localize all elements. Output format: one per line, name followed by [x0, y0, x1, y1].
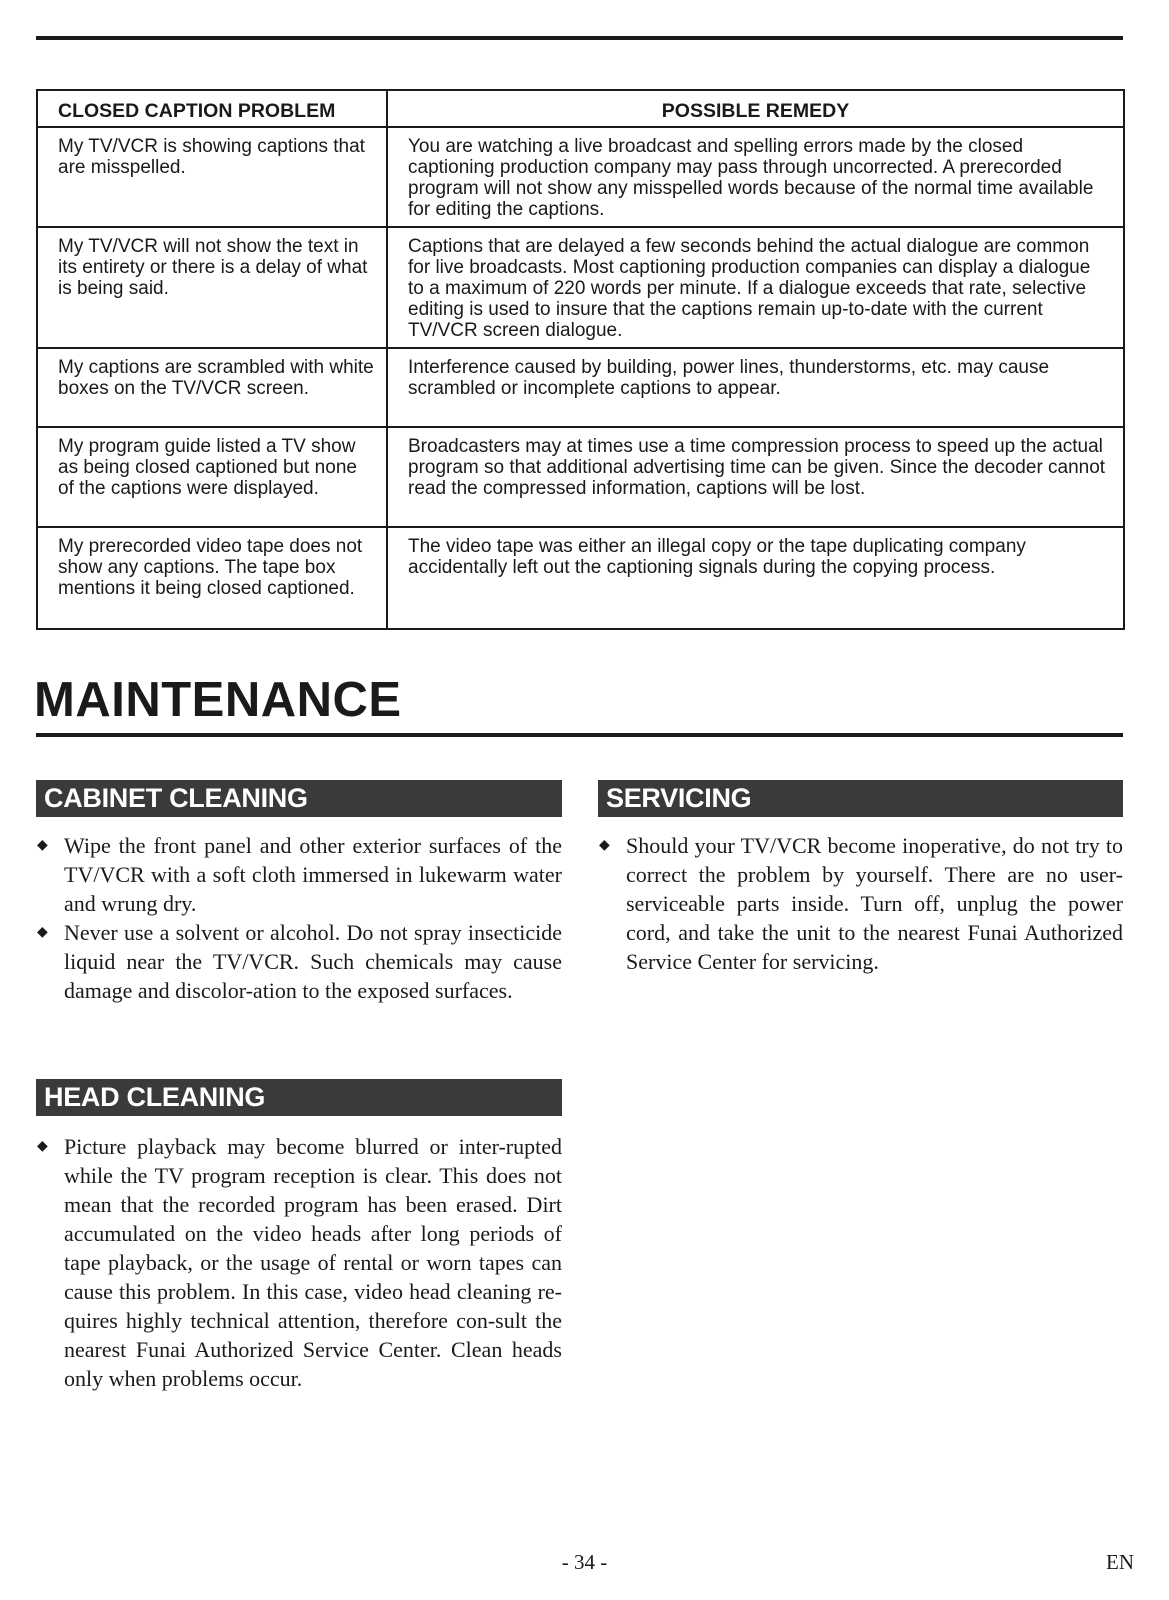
- remedy-cell: Interference caused by building, power lines, thunderstorms, etc. may cause scrambled or incomplete captions to appear.: [387, 348, 1124, 427]
- head-cleaning-heading: HEAD CLEANING: [36, 1079, 562, 1116]
- diamond-bullet-icon: ◆: [37, 1139, 48, 1154]
- maintenance-title: MAINTENANCE: [34, 673, 402, 727]
- header-remedy: POSSIBLE REMEDY: [387, 90, 1124, 127]
- servicing-heading: SERVICING: [598, 780, 1123, 817]
- header-problem: CLOSED CAPTION PROBLEM: [37, 90, 387, 127]
- table-header-row: [37, 90, 1124, 127]
- diamond-bullet-icon: ◆: [37, 838, 48, 853]
- diamond-bullet-icon: ◆: [599, 838, 610, 853]
- page-number: - 34 -: [561, 1550, 608, 1574]
- head-cleaning-list: [36, 1132, 562, 1393]
- remedy-cell: Captions that are delayed a few seconds behind the actual dialogue are common for live broadcasts. Most captioning production companies can display a dialogue to a maximum of 220 words per minute. If a dialogue exceeds that rate, selective editing is used to insure that the captions remain up-to-date with the current TV/VCR screen dialogue.: [387, 227, 1124, 348]
- table-row: [37, 227, 1124, 348]
- list-item: [36, 831, 562, 918]
- problem-cell: My TV/VCR will not show the text in its entirety or there is a delay of what is being said.: [37, 227, 387, 348]
- list-item-text: Never use a solvent or alcohol. Do not spray insecticide liquid near the TV/VCR. Such chemicals may cause damage and discolor-ation to the exposed surfaces.: [64, 920, 562, 1003]
- closed-caption-table: [36, 89, 1125, 630]
- table-row: [37, 348, 1124, 427]
- table-row: [37, 127, 1124, 227]
- list-item-text: Wipe the front panel and other exterior surfaces of the TV/VCR with a soft cloth immersed in lukewarm water and wrung dry.: [64, 833, 562, 916]
- list-item-text: Picture playback may become blurred or inter-rupted while the TV program reception is clear. This does not mean that the recorded program has been erased. Dirt accumulated on the video heads after long periods of tape playback, or the usage of rental or worn tapes can cause this problem. In this case, video head cleaning re-quires highly technical attention, therefore con-sult the nearest Funai Authorized Service Center. Clean heads only when problems occur.: [64, 1134, 562, 1391]
- list-item-text: Should your TV/VCR become inoperative, do not try to correct the problem by yourself. There are no user-serviceable parts inside. Turn off, unplug the power cord, and take the unit to the nearest Funai Authorized Service Center for servicing.: [626, 833, 1123, 974]
- table-row: [37, 527, 1124, 629]
- table-row: [37, 427, 1124, 527]
- remedy-cell: You are watching a live broadcast and spelling errors made by the closed captioning production company may pass through uncorrected. A prerecorded program will not show any misspelled words because of the normal time available for editing the captions.: [387, 127, 1124, 227]
- list-item: [598, 831, 1123, 976]
- list-item: [36, 1132, 562, 1393]
- diamond-bullet-icon: ◆: [37, 925, 48, 940]
- list-item: [36, 918, 562, 1005]
- cabinet-cleaning-list: [36, 831, 562, 1005]
- problem-cell: My captions are scrambled with white boxes on the TV/VCR screen.: [37, 348, 387, 427]
- problem-cell: My prerecorded video tape does not show any captions. The tape box mentions it being closed captioned.: [37, 527, 387, 629]
- problem-cell: My program guide listed a TV show as being closed captioned but none of the captions were displayed.: [37, 427, 387, 527]
- servicing-list: [598, 831, 1123, 976]
- remedy-cell: Broadcasters may at times use a time compression process to speed up the actual program so that additional advertising time can be given. Since the decoder cannot read the compressed information, captions will be lost.: [387, 427, 1124, 527]
- problem-cell: My TV/VCR is showing captions that are misspelled.: [37, 127, 387, 227]
- language-code: EN: [1106, 1550, 1134, 1574]
- top-rule: [36, 36, 1123, 40]
- remedy-cell: The video tape was either an illegal copy or the tape duplicating company accidentally left out the captioning signals during the copying process.: [387, 527, 1124, 629]
- maintenance-rule: [36, 733, 1123, 737]
- cabinet-cleaning-heading: CABINET CLEANING: [36, 780, 562, 817]
